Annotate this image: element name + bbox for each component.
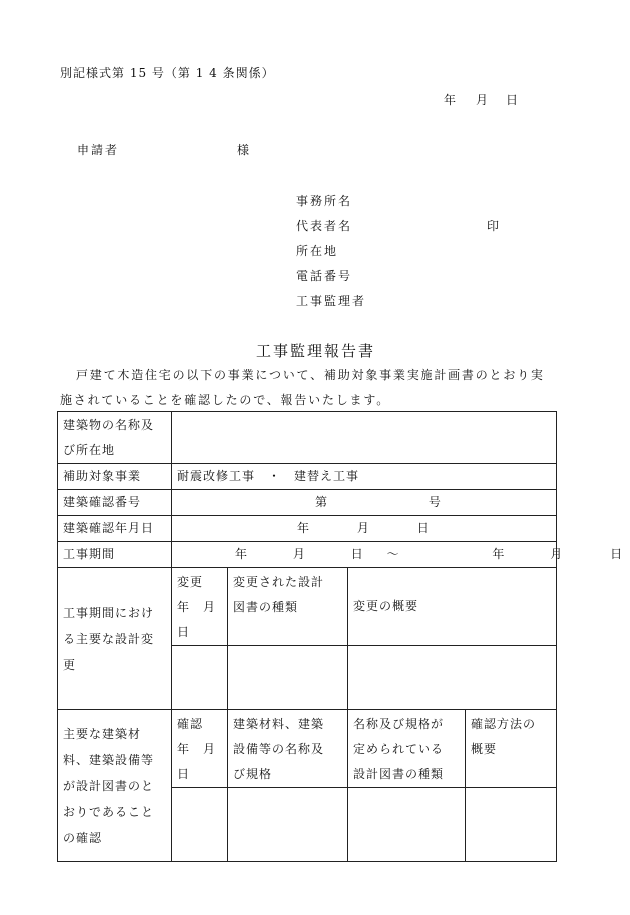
confirmation-number-dai: 第 xyxy=(315,495,329,509)
materials-check-label-line4: おりであること xyxy=(63,804,155,819)
row-confirmation-number xyxy=(58,490,557,516)
confirm-method-header-line2: 概要 xyxy=(471,742,498,756)
document-title: 工事監理報告書 xyxy=(256,342,376,360)
materials-names-header xyxy=(228,710,348,788)
confirmation-date-label: 建築確認年月日 xyxy=(58,516,172,542)
materials-names-header-line1: 建築材料、建築 xyxy=(233,717,325,731)
confirm-date-header-line2: 年 月 xyxy=(177,742,217,756)
confirm-method-entry[interactable] xyxy=(466,788,557,862)
confirmation-number-label: 建築確認番号 xyxy=(58,490,172,516)
confirm-date-header-line3: 日 xyxy=(177,767,191,781)
changed-documents-header xyxy=(228,568,348,646)
construction-period-label: 工事期間 xyxy=(58,542,172,568)
design-changes-label-line3: 更 xyxy=(63,657,77,672)
confirm-date-entry[interactable] xyxy=(172,788,228,862)
row-design-changes-header xyxy=(58,568,557,646)
intro-line-2: 施されていることを確認したので、報告いたします。 xyxy=(60,393,391,407)
period-start-month: 月 xyxy=(292,547,306,561)
change-date-header xyxy=(172,568,228,646)
office-name-label: 事務所名 xyxy=(296,194,353,208)
date-year-label: 年 xyxy=(444,93,457,107)
change-summary-header: 変更の概要 xyxy=(348,568,557,646)
construction-period-input[interactable] xyxy=(172,542,624,568)
period-end-year: 年 xyxy=(492,547,506,561)
address-label: 所在地 xyxy=(296,244,339,258)
confirmation-date-input[interactable] xyxy=(172,516,557,542)
subsidy-project-options[interactable]: 耐震改修工事 ・ 建替え工事 xyxy=(172,464,557,490)
change-date-header-line2: 年 月 xyxy=(177,600,217,614)
confirmation-number-go: 号 xyxy=(428,495,442,509)
intro-line-1: 戸建て木造住宅の以下の事業について、補助対象事業実施計画書のとおり実 xyxy=(76,368,545,382)
report-table xyxy=(57,411,624,862)
confirmation-date-day: 日 xyxy=(416,521,430,535)
confirmation-date-year: 年 xyxy=(297,521,311,535)
materials-check-label-line2: 料、建築設備等 xyxy=(63,752,155,767)
building-name-label-cell xyxy=(58,412,172,464)
period-end-day: 日 xyxy=(610,547,624,561)
row-subsidy-project xyxy=(58,464,557,490)
changed-documents-header-line2: 図書の種類 xyxy=(233,600,299,614)
change-date-header-line3: 日 xyxy=(177,625,191,639)
materials-check-label-line5: の確認 xyxy=(63,830,103,845)
materials-names-entry[interactable] xyxy=(228,788,348,862)
phone-label: 電話番号 xyxy=(296,269,353,283)
confirm-date-header-line1: 確認 xyxy=(177,717,204,731)
materials-names-header-line2: 設備等の名称及 xyxy=(233,742,325,756)
applicant-label: 申請者 xyxy=(77,143,120,157)
design-changes-label-line1: 工事期間におけ xyxy=(63,605,155,620)
confirmation-date-month: 月 xyxy=(356,521,370,535)
spec-documents-header-line3: 設計図書の種類 xyxy=(353,767,445,781)
row-materials-header xyxy=(58,710,557,788)
materials-check-label-cell xyxy=(58,710,172,862)
change-date-entry[interactable] xyxy=(172,646,228,710)
changed-documents-entry[interactable] xyxy=(228,646,348,710)
building-name-label-line1: 建築物の名称及 xyxy=(63,417,155,432)
spec-documents-header xyxy=(348,710,466,788)
change-date-header-line1: 変更 xyxy=(177,575,204,589)
period-end-month: 月 xyxy=(550,547,564,561)
spec-documents-header-line2: 定められている xyxy=(353,742,445,756)
building-name-input[interactable] xyxy=(172,412,557,464)
confirmation-number-input[interactable] xyxy=(172,490,557,516)
change-summary-entry[interactable] xyxy=(348,646,557,710)
period-tilde: ～ xyxy=(386,547,400,561)
supervisor-label: 工事監理者 xyxy=(296,294,367,308)
confirm-date-header xyxy=(172,710,228,788)
period-start-year: 年 xyxy=(235,547,249,561)
confirm-method-header-line1: 確認方法の xyxy=(471,717,537,731)
period-start-day: 日 xyxy=(350,547,364,561)
row-building-name xyxy=(58,412,557,464)
spec-documents-entry[interactable] xyxy=(348,788,466,862)
materials-names-header-line3: び規格 xyxy=(233,767,273,781)
spec-documents-header-line1: 名称及び規格が xyxy=(353,717,445,731)
design-changes-label-cell xyxy=(58,568,172,710)
date-month-label: 月 xyxy=(476,93,489,107)
seal-mark: 印 xyxy=(487,219,500,233)
subsidy-project-label: 補助対象事業 xyxy=(58,464,172,490)
design-changes-label-line2: る主要な設計変 xyxy=(63,631,155,646)
row-confirmation-date xyxy=(58,516,557,542)
building-name-label-line2: び所在地 xyxy=(63,442,116,457)
form-number: 別記様式第 15 号（第 1 4 条関係） xyxy=(60,66,275,80)
materials-check-label-line3: が設計図書のと xyxy=(63,778,155,793)
changed-documents-header-line1: 変更された設計 xyxy=(233,575,325,589)
honorific-sama: 様 xyxy=(237,143,250,157)
confirm-method-header xyxy=(466,710,557,788)
row-construction-period xyxy=(58,542,557,568)
materials-check-label-line1: 主要な建築材 xyxy=(63,726,142,741)
date-day-label: 日 xyxy=(506,93,519,107)
representative-label: 代表者名 xyxy=(296,219,353,233)
